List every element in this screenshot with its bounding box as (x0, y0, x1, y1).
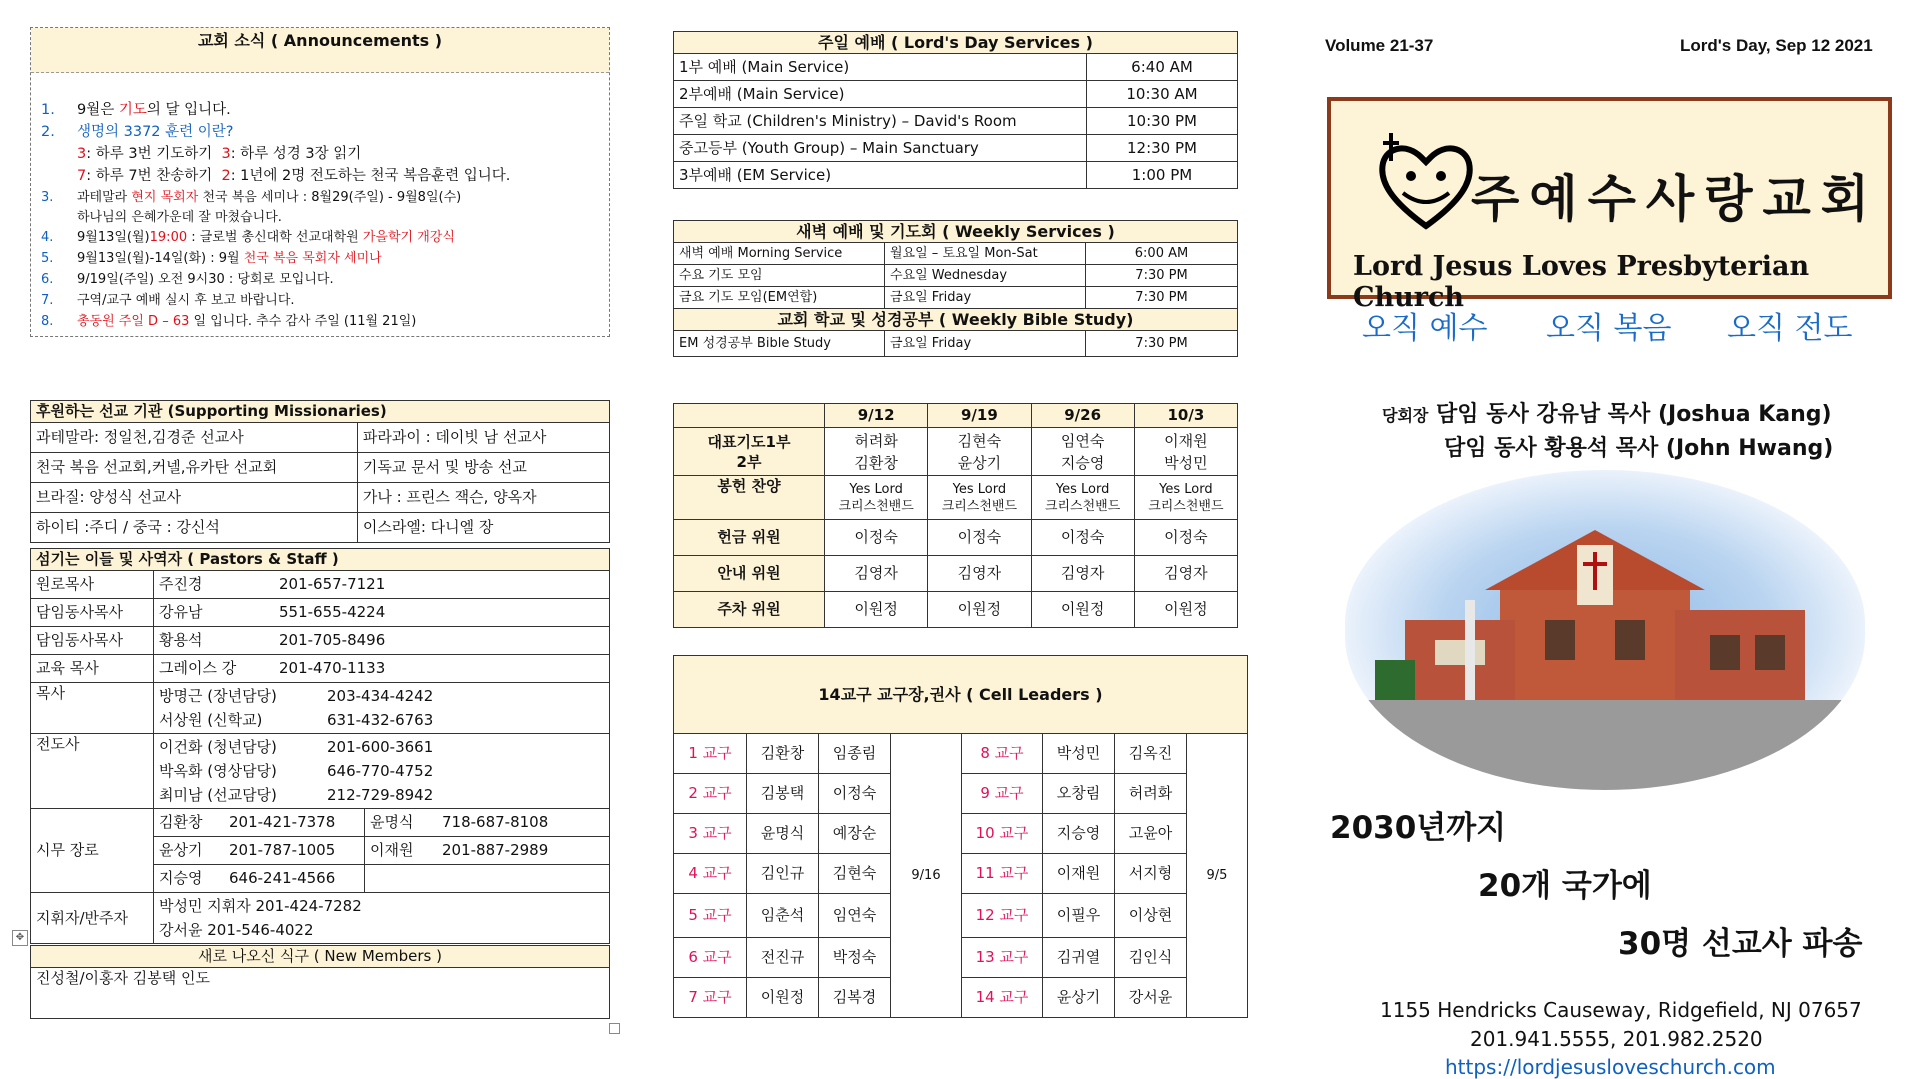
cell-leader: 박성민 (1043, 734, 1115, 774)
staff-role: 시무 장로 (31, 809, 154, 893)
missionaries-table (30, 400, 610, 543)
weekly-time: 6:00 AM (1086, 243, 1238, 265)
weekly-day: 금요일 Friday (885, 287, 1086, 309)
vision-line-1: 2030년까지 (1330, 810, 1507, 846)
cell-leader: 김환창 (747, 734, 819, 774)
duty-cell: 이원정 (1134, 592, 1237, 628)
announcement-sub: 하나님의 은혜가운데 잘 마쳤습니다. (77, 210, 282, 225)
duty-cell: 허려화 김환창 (825, 428, 928, 476)
cell-leader: 김현숙 (819, 854, 891, 894)
cell-leader: 오창림 (1043, 774, 1115, 814)
staff-entry: 방명근 (장년담당) 203-434-4242 서상원 (신학교) 631-432-6763 (154, 683, 610, 734)
missionary-cell: 가나 : 프린스 잭슨, 양옥자 (357, 483, 609, 513)
cell-label: 3 교구 (674, 814, 747, 854)
duty-cell: 임연숙 지승영 (1031, 428, 1134, 476)
weekly-table (673, 220, 1238, 357)
cell-leader: 이재원 (1043, 854, 1115, 894)
staff-entry: 강유남 551-655-4224 (154, 599, 610, 627)
new-members-box (30, 945, 610, 1019)
cell-label: 8 교구 (962, 734, 1043, 774)
staff-role: 목사 (31, 683, 154, 734)
cell-leader: 김귀열 (1043, 938, 1115, 978)
duty-cell: Yes Lord 크리스천밴드 (1031, 476, 1134, 520)
weekly-title: 새벽 예배 및 기도회 ( Weekly Services ) (674, 221, 1238, 243)
issue-date: Lord's Day, Sep 12 2021 (1680, 36, 1873, 55)
church-phones: 201.941.5555, 201.982.2520 (1470, 1027, 1763, 1051)
staff-entry: 주진경 201-657-7121 (154, 571, 610, 599)
table-move-handle[interactable]: ✥ (12, 930, 28, 946)
staff-entry: 박성민 지휘자 201-424-7282 강서윤 201-546-4022 (154, 893, 610, 944)
cell-note: 9/16 (891, 734, 962, 1018)
cell-leader: 윤상기 (1043, 978, 1115, 1018)
weekly-name: 새벽 예배 Morning Service (674, 243, 885, 265)
missionary-cell: 기독교 문서 및 방송 선교 (357, 453, 609, 483)
cell-leaders-title: 14교구 교구장,권사 ( Cell Leaders ) (674, 656, 1248, 734)
duty-cell: 김영자 (928, 556, 1031, 592)
vision-line-3: 30명 선교사 파송 (1618, 926, 1863, 962)
weekly-name: EM 성경공부 Bible Study (674, 331, 885, 357)
church-building-image (1345, 470, 1865, 790)
church-name-english: Lord Jesus Loves Presbyterian Church (1353, 251, 1810, 313)
cell-leader: 임연숙 (819, 894, 891, 938)
weekly-time: 7:30 PM (1086, 265, 1238, 287)
cell-leader: 임춘석 (747, 894, 819, 938)
duty-cell: 김영자 (1134, 556, 1237, 592)
announcement-item: 8. 총동원 주일 D – 63 일 입니다. 추수 감사 주일 (11월 21일) (41, 314, 417, 329)
staff-role: 담임동사목사 (31, 627, 154, 655)
duty-label: 주차 위원 (674, 592, 825, 628)
cell-leader: 전진규 (747, 938, 819, 978)
cell-leader: 고윤아 (1115, 814, 1187, 854)
announcement-item: 3. 과테말라 현지 목회자 천국 복음 세미나 : 8월29(주일) - 9월8일(수) (41, 190, 462, 205)
cell-label: 2 교구 (674, 774, 747, 814)
heart-face-icon (1371, 131, 1481, 241)
staff-entry: 이건화 (청년담당) 201-600-3661 박옥화 (영상담당) 646-770-4752 최미남 (선교담당) 212-729-8942 (154, 734, 610, 809)
duty-cell: 김영자 (825, 556, 928, 592)
missionary-cell: 파라과이 : 데이빗 남 선교사 (357, 423, 609, 453)
duty-date: 9/12 (825, 404, 928, 428)
cell-label: 14 교구 (962, 978, 1043, 1018)
missionary-cell: 브라질: 양성식 선교사 (31, 483, 358, 513)
announcement-item: 5. 9월13일(월)-14일(화) : 9월 천국 복음 목회자 세미나 (41, 251, 382, 266)
staff-entry (365, 865, 610, 893)
announcement-item: 6. 9/19일(주일) 오전 9시30 : 당회로 모입니다. (41, 272, 334, 287)
cell-label: 4 교구 (674, 854, 747, 894)
cell-leader: 김인식 (1115, 938, 1187, 978)
services-title: 주일 예배 ( Lord's Day Services ) (674, 32, 1238, 54)
cell-leader: 임종림 (819, 734, 891, 774)
duty-cell: Yes Lord 크리스천밴드 (1134, 476, 1237, 520)
pastor-line-2: 담임 동사 황용석 목사 (John Hwang) (1444, 436, 1834, 461)
weekly-day: 금요일 Friday (885, 331, 1086, 357)
missionary-cell: 이스라엘: 다니엘 장 (357, 513, 609, 543)
duty-cell: 이재원 박성민 (1134, 428, 1237, 476)
cell-leader: 이필우 (1043, 894, 1115, 938)
service-name: 주일 학교 (Children's Ministry) – David's Room (674, 108, 1087, 135)
announcement-item: 2. 생명의 3372 훈련 이란? (41, 124, 234, 140)
cell-leader: 이정숙 (819, 774, 891, 814)
service-time: 12:30 PM (1087, 135, 1238, 162)
church-logo (1327, 97, 1892, 313)
staff-entry: 황용석 201-705-8496 (154, 627, 610, 655)
weekly-name: 수요 기도 모임 (674, 265, 885, 287)
duty-label: 대표기도1부 2부 (674, 428, 825, 476)
duty-cell: 김현숙 윤상기 (928, 428, 1031, 476)
duty-cell: 이정숙 (825, 520, 928, 556)
staff-role: 원로목사 (31, 571, 154, 599)
announcement-item: 4. 9월13일(월)19:00 : 글로벌 총신대학 선교대학원 가을학기 개강식 (41, 230, 455, 245)
motto-3: 오직 전도 (1727, 311, 1853, 346)
duty-cell: Yes Lord 크리스천밴드 (825, 476, 928, 520)
pastor-line-1: 당회장 담임 동사 강유남 목사 (Joshua Kang) (1382, 402, 1832, 427)
church-photo (1345, 470, 1865, 790)
cell-leader: 지승영 (1043, 814, 1115, 854)
staff-title: 섬기는 이들 및 사역자 ( Pastors & Staff ) (31, 549, 610, 571)
cell-leader: 박정숙 (819, 938, 891, 978)
duty-date: 9/26 (1031, 404, 1134, 428)
missionary-cell: 하이티 :주디 / 중국 : 강신석 (31, 513, 358, 543)
cell-label: 10 교구 (962, 814, 1043, 854)
motto-2: 오직 복음 (1546, 311, 1672, 346)
announcements-box (30, 27, 610, 337)
service-name: 3부예배 (EM Service) (674, 162, 1087, 189)
weekly-day: 월요일 – 토요일 Mon-Sat (885, 243, 1086, 265)
duty-date: 10/3 (1134, 404, 1237, 428)
duty-label: 안내 위원 (674, 556, 825, 592)
duty-cell: 이정숙 (928, 520, 1031, 556)
new-members-text: 진성철/이홍자 김봉택 인도 (31, 968, 610, 1019)
resize-handle[interactable] (609, 1023, 620, 1034)
service-time: 6:40 AM (1087, 54, 1238, 81)
announcement-item: 1. 9월은 기도의 달 입니다. (41, 102, 231, 118)
cell-leader: 김옥진 (1115, 734, 1187, 774)
weekly-time: 7:30 PM (1086, 287, 1238, 309)
duty-table (673, 403, 1238, 628)
cell-leaders-table (673, 655, 1248, 1018)
cell-leader: 윤명식 (747, 814, 819, 854)
staff-entry: 윤상기 201-787-1005 (154, 837, 365, 865)
volume-label: Volume 21-37 (1325, 36, 1434, 55)
staff-entry: 윤명식 718-687-8108 (365, 809, 610, 837)
cell-leader: 허려화 (1115, 774, 1187, 814)
missionary-cell: 천국 복음 선교회,커넬,유카탄 선교회 (31, 453, 358, 483)
staff-entry: 지승영 646-241-4566 (154, 865, 365, 893)
new-members-title: 새로 나오신 식구 ( New Members ) (31, 946, 610, 968)
weekly-name: 금요 기도 모임(EM연합) (674, 287, 885, 309)
cell-leader: 서지형 (1115, 854, 1187, 894)
cell-leader: 김인규 (747, 854, 819, 894)
duty-corner (674, 404, 825, 428)
motto-1: 오직 예수 (1362, 311, 1488, 346)
cell-leader: 김복경 (819, 978, 891, 1018)
cell-leader: 예장순 (819, 814, 891, 854)
duty-label: 헌금 위원 (674, 520, 825, 556)
duty-cell: 이정숙 (1134, 520, 1237, 556)
service-name: 2부예배 (Main Service) (674, 81, 1087, 108)
services-table (673, 31, 1238, 189)
cell-leader: 이원정 (747, 978, 819, 1018)
weekly-day: 수요일 Wednesday (885, 265, 1086, 287)
staff-entry: 김환창 201-421-7378 (154, 809, 365, 837)
staff-role: 교육 목사 (31, 655, 154, 683)
cell-label: 9 교구 (962, 774, 1043, 814)
announcement-sub: 7: 하루 7번 찬송하기 2: 1년에 2명 전도하는 천국 복음훈련 입니다. (77, 168, 511, 184)
church-name-korean: 주예수사랑교회 (1471, 170, 1880, 228)
service-name: 1부 예배 (Main Service) (674, 54, 1087, 81)
cell-leader: 김봉택 (747, 774, 819, 814)
cell-label: 11 교구 (962, 854, 1043, 894)
staff-role: 담임동사목사 (31, 599, 154, 627)
duty-cell: 이원정 (825, 592, 928, 628)
duty-label: 봉헌 찬양 (674, 476, 825, 520)
missionary-cell: 과테말라: 정일천,김경준 선교사 (31, 423, 358, 453)
weekly-time: 7:30 PM (1086, 331, 1238, 357)
duty-cell: 이원정 (928, 592, 1031, 628)
staff-role: 전도사 (31, 734, 154, 809)
church-website-link[interactable]: https://lordjesuslove​schurch.com (1445, 1055, 1776, 1079)
service-time: 10:30 PM (1087, 108, 1238, 135)
cell-note: 9/5 (1187, 734, 1248, 1018)
bible-study-title: 교회 학교 및 성경공부 ( Weekly Bible Study) (674, 309, 1238, 331)
service-time: 1:00 PM (1087, 162, 1238, 189)
duty-cell: Yes Lord 크리스천밴드 (928, 476, 1031, 520)
cell-label: 5 교구 (674, 894, 747, 938)
cell-leader: 이상현 (1115, 894, 1187, 938)
staff-entry: 그레이스 강 201-470-1133 (154, 655, 610, 683)
cell-label: 1 교구 (674, 734, 747, 774)
announcement-item: 7. 구역/교구 예배 실시 후 보고 바랍니다. (41, 293, 295, 308)
vision-line-2: 20개 국가에 (1478, 868, 1652, 904)
cell-label: 12 교구 (962, 894, 1043, 938)
duty-date: 9/19 (928, 404, 1031, 428)
staff-entry: 이재원 201-887-2989 (365, 837, 610, 865)
missionaries-title: 후원하는 선교 기관 (Supporting Missionaries) (31, 401, 610, 423)
cell-leader: 강서윤 (1115, 978, 1187, 1018)
duty-cell: 이원정 (1031, 592, 1134, 628)
staff-table (30, 548, 610, 944)
staff-role: 지휘자/반주자 (31, 893, 154, 944)
service-time: 10:30 AM (1087, 81, 1238, 108)
announcement-sub: 3: 하루 3번 기도하기 3: 하루 성경 3장 읽기 (77, 146, 362, 162)
duty-cell: 이정숙 (1031, 520, 1134, 556)
service-name: 중고등부 (Youth Group) – Main Sanctuary (674, 135, 1087, 162)
cell-label: 6 교구 (674, 938, 747, 978)
announcements-title: 교회 소식 ( Announcements ) (31, 28, 609, 73)
church-address: 1155 Hendricks Causeway, Ridgefield, NJ 07657 (1380, 998, 1862, 1022)
cell-label: 7 교구 (674, 978, 747, 1018)
cell-label: 13 교구 (962, 938, 1043, 978)
duty-cell: 김영자 (1031, 556, 1134, 592)
